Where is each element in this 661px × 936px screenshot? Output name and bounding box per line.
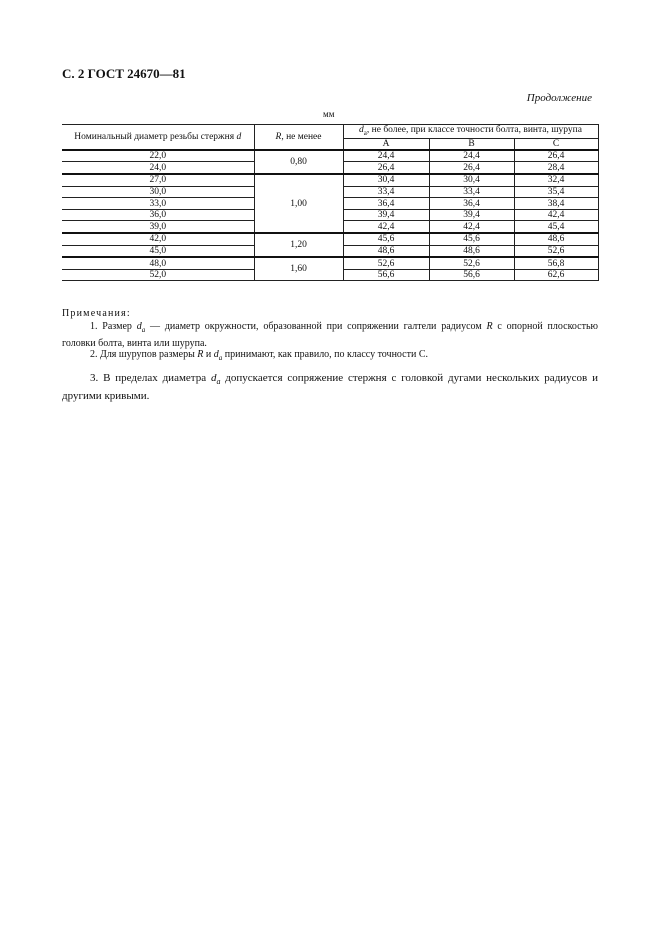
note-2-var2: d <box>213 349 219 360</box>
cell-diameter: 36,0 <box>62 209 254 221</box>
note-2-var: R <box>197 349 204 360</box>
header-class-a: A <box>343 138 429 150</box>
header-diameter <box>62 125 254 150</box>
note-2 <box>62 348 598 365</box>
cell-class-a: 30,4 <box>343 174 429 186</box>
cell-class-c: 28,4 <box>514 162 598 174</box>
header-diameter-var: d <box>236 131 242 142</box>
header-class-b: B <box>429 138 514 150</box>
header-da <box>343 125 598 139</box>
note-1-sub: a <box>141 326 146 334</box>
paragraph-3-start: 3. В пределах диаметра <box>90 372 207 384</box>
cell-class-b: 52,6 <box>429 257 514 269</box>
cell-diameter: 45,0 <box>62 245 254 257</box>
note-2-sub: a <box>218 354 223 362</box>
paragraph-3-var: d <box>210 372 217 384</box>
note-1-end: с опорной плоскостью головки болта, винта или шурупа. <box>62 321 599 349</box>
cell-r-group: 0,80 <box>254 150 343 174</box>
cell-r-group: 1,20 <box>254 233 343 257</box>
paragraph-3 <box>62 371 598 403</box>
header-class-c: C <box>514 138 598 150</box>
cell-class-b: 39,4 <box>429 209 514 221</box>
cell-class-a: 56,6 <box>343 269 429 281</box>
table-row <box>62 150 598 162</box>
cell-class-b: 26,4 <box>429 162 514 174</box>
cell-class-c: 26,4 <box>514 150 598 162</box>
cell-r-group: 1,00 <box>254 174 343 233</box>
cell-class-a: 39,4 <box>343 209 429 221</box>
cell-diameter: 52,0 <box>62 269 254 281</box>
table-row <box>62 257 598 269</box>
note-1-var: d <box>136 321 142 332</box>
cell-class-c: 45,4 <box>514 221 598 233</box>
cell-diameter: 39,0 <box>62 221 254 233</box>
table-row <box>62 174 598 186</box>
header-da-var: d <box>359 125 364 135</box>
cell-class-c: 52,6 <box>514 245 598 257</box>
paragraph-3-end: допускается сопряжение стержня с головкой дугами нескольких радиусов и другими кривыми. <box>62 372 598 403</box>
cell-class-b: 24,4 <box>429 150 514 162</box>
cell-class-c: 38,4 <box>514 198 598 210</box>
cell-class-a: 42,4 <box>343 221 429 233</box>
note-2-end: принимают, как правило, по классу точности С. <box>222 349 429 360</box>
cell-class-a: 48,6 <box>343 245 429 257</box>
cell-class-c: 35,4 <box>514 186 598 198</box>
note-1-var2: R <box>486 321 493 332</box>
note-1-mid: — диаметр окружности, образованной при сопряжении галтели радиусом <box>145 321 482 332</box>
cell-class-c: 62,6 <box>514 269 598 281</box>
notes-title: Примечания: <box>62 308 131 319</box>
header-r-var: R <box>275 131 282 142</box>
cell-diameter: 22,0 <box>62 150 254 162</box>
dimensions-table <box>62 124 599 281</box>
cell-class-b: 48,6 <box>429 245 514 257</box>
cell-diameter: 27,0 <box>62 174 254 186</box>
note-2-start: 2. Для шурупов размеры <box>90 349 195 360</box>
note-1-start: 1. Размер <box>90 321 132 332</box>
cell-class-c: 32,4 <box>514 174 598 186</box>
cell-diameter: 42,0 <box>62 233 254 245</box>
cell-class-b: 45,6 <box>429 233 514 245</box>
cell-class-a: 52,6 <box>343 257 429 269</box>
cell-class-b: 30,4 <box>429 174 514 186</box>
paragraph-3-sub: a <box>216 377 221 387</box>
cell-class-b: 33,4 <box>429 186 514 198</box>
cell-class-a: 45,6 <box>343 233 429 245</box>
cell-diameter: 30,0 <box>62 186 254 198</box>
note-1 <box>62 320 598 351</box>
cell-diameter: 48,0 <box>62 257 254 269</box>
cell-class-b: 36,4 <box>429 198 514 210</box>
cell-class-a: 36,4 <box>343 198 429 210</box>
cell-r-group: 1,60 <box>254 257 343 281</box>
cell-class-a: 26,4 <box>343 162 429 174</box>
note-2-and: и <box>203 349 212 360</box>
cell-diameter: 24,0 <box>62 162 254 174</box>
header-r-text: , не менее <box>281 131 322 142</box>
cell-class-c: 42,4 <box>514 209 598 221</box>
cell-class-a: 24,4 <box>343 150 429 162</box>
unit-label: мм <box>323 109 335 119</box>
cell-class-a: 33,4 <box>343 186 429 198</box>
cell-class-c: 48,6 <box>514 233 598 245</box>
header-da-text: , не более, при классе точности болта, винта, шурупа <box>366 125 582 135</box>
page-header: С. 2 ГОСТ 24670—81 <box>62 66 186 81</box>
table-row <box>62 233 598 245</box>
header-diameter-text: Номинальный диаметр резьбы стержня <box>74 131 235 142</box>
header-da-sub: a <box>363 128 367 137</box>
continuation-label: Продолжение <box>526 92 592 104</box>
cell-class-b: 42,4 <box>429 221 514 233</box>
cell-class-c: 56,8 <box>514 257 598 269</box>
cell-diameter: 33,0 <box>62 198 254 210</box>
cell-class-b: 56,6 <box>429 269 514 281</box>
header-r <box>254 125 343 150</box>
